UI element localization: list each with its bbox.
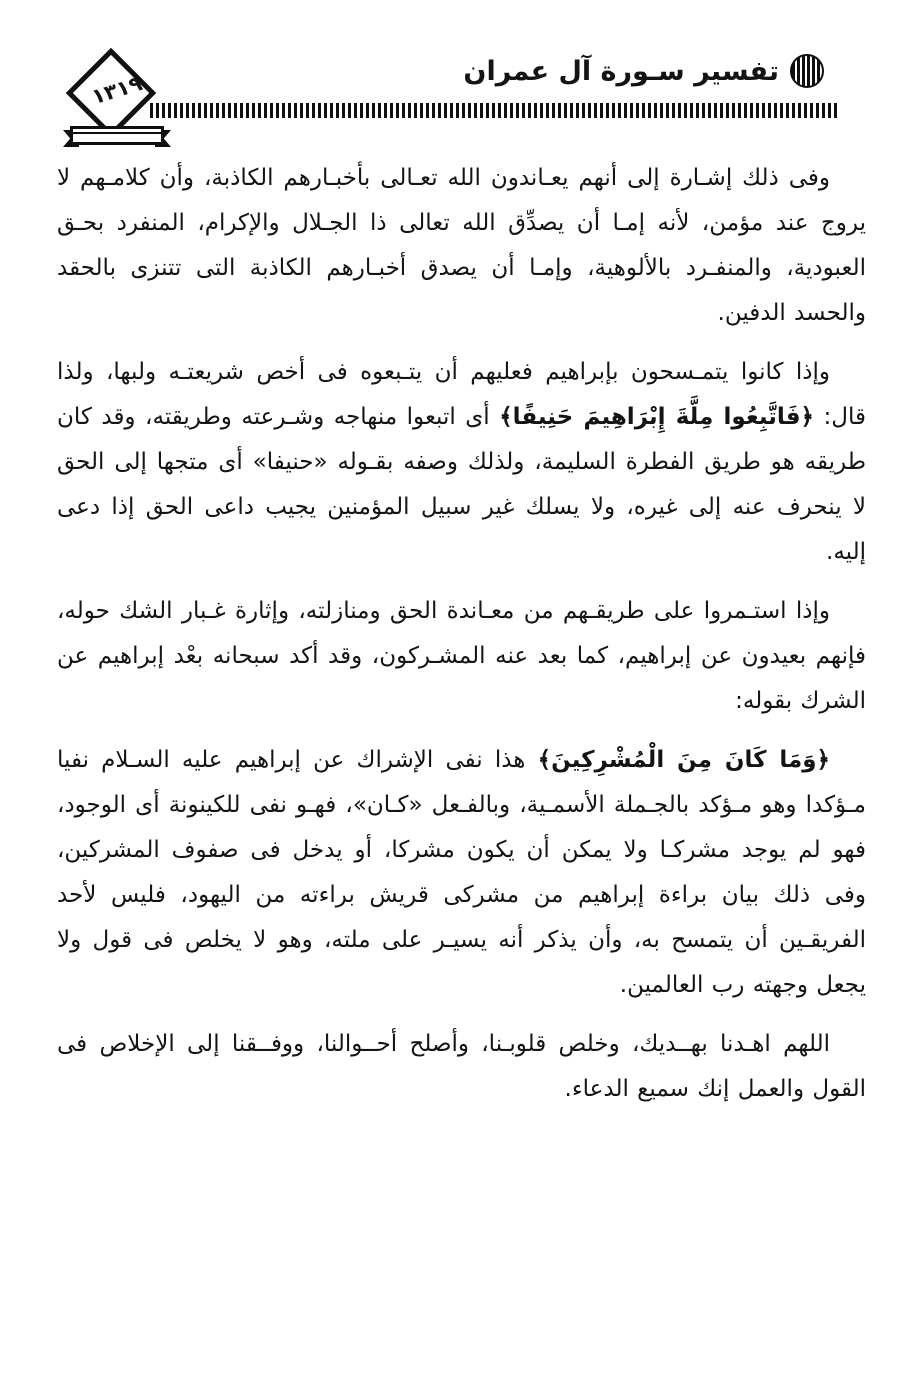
body-text: [57, 156, 866, 1126]
page-header: [463, 54, 824, 88]
text-segment: أى اتبعوا منهاجه وشـرعته وطريقته، وقد كان طريقه هو طريق الفطرة السليمة، ولذلك وصفه بقـوله «حنيفا» أى متجها إلى الحق لا ينحرف عنه إلى غيره، ولا يسلك غير سبيل المؤمنين يجيب داعى الحق إذا دعى إليه.: [57, 404, 866, 565]
page-number: ١٣١٩: [88, 71, 146, 109]
text-segment: وفى ذلك إشـارة إلى أنهم يعـاندون الله تعـالى بأخبـارهم الكاذبة، وأن كلامـهم لا يروج عند مؤمن، لأنه إمـا أن يصدِّق الله تعالى ذا الجـلال والإكرام، المنفرد بحـق العبودية، والمنفـرد بالألوهية، وإمـا أن يصدق أخبـارهم الكاذبة التى تتنزى بالحقد والحسد الدفين.: [57, 165, 866, 326]
paragraph: [57, 1022, 866, 1112]
page-title: تفسير سـورة آل عمران: [463, 55, 779, 87]
quran-verse: ﴿فَاتَّبِعُوا مِلَّةَ إِبْرَاهِيمَ حَنِيفًا﴾: [499, 404, 815, 430]
text-segment: اللهم اهـدنا بهــديك، وخلص قلوبـنا، وأصلح أحــوالنا، ووفــقنا إلى الإخلاص فى القول والعمل إنك سميع الدعاء.: [57, 1031, 866, 1102]
paragraph: [57, 589, 866, 724]
paragraph: [57, 156, 866, 336]
ribbon-banner: [70, 126, 164, 145]
decorative-hatched-rule: [150, 103, 838, 118]
paragraph: [57, 350, 866, 575]
quran-verse: ﴿وَمَا كَانَ مِنَ الْمُشْرِكِينَ﴾: [537, 747, 831, 773]
text-segment: هذا نفى الإشراك عن إبراهيم عليه السـلام نفيا مـؤكدا وهو مـؤكد بالجـملة الأسمـية، وبالفـعل «كـان»، فهـو نفى للكينونة أى الوجود، فهو لم يوجد مشركـا ولا يمكن أن يكون مشركا، أو يدخل فى صفوف المشركين، وفى ذلك بيان براءة إبراهيم من مشركى قريش براءته من اليهود، فليس لأحد الفريقـين أن يتمسح به، وأن يذكر أنه يسيـر على ملته، وهو لا يخلص فى قول ولا يجعل وجهته رب العالمين.: [57, 747, 866, 998]
striped-ball-icon: [790, 54, 824, 88]
text-segment: وإذا استـمروا على طريقـهم من معـاندة الحق ومنازلته، وإثارة غـبار الشك حوله، فإنهم بعيدون عن إبراهيم، كما بعد عنه المشـركون، وقد أكد سبحانه بعْد إبراهيم عن الشرك بقوله:: [57, 598, 866, 714]
text-segment: وإذا كانوا يتمـسحون بإبراهيم فعليهم أن يتـبعوه فى أخص شريعتـه ولبها، ولذا قال:: [57, 359, 866, 430]
page-number-badge: [62, 52, 172, 164]
paragraph: [57, 738, 866, 1008]
